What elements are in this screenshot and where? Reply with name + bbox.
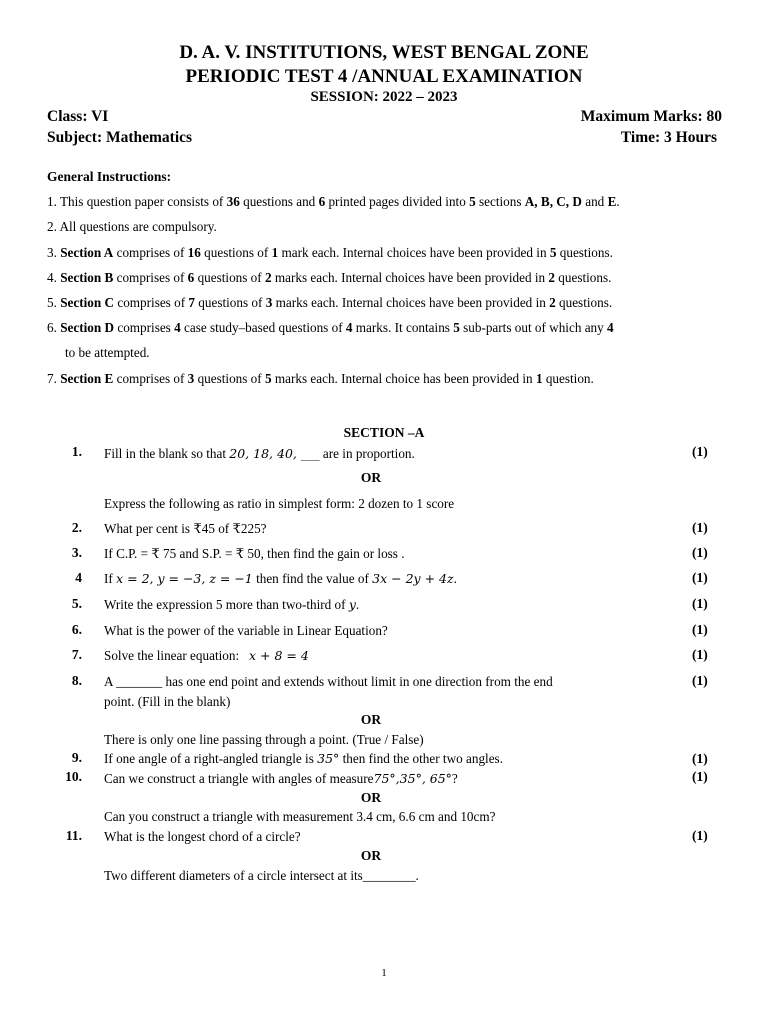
question-11-alternate: Two different diameters of a circle intersect at its________.	[104, 868, 419, 883]
or-label: OR	[360, 790, 382, 805]
question-number: 5.	[71, 596, 82, 611]
instructions-title: General Instructions:	[47, 169, 172, 184]
or-label: OR	[360, 848, 382, 863]
question-marks: (1)	[692, 596, 708, 611]
question-marks: (1)	[692, 673, 708, 688]
or-label: OR	[360, 712, 382, 727]
exam-title: PERIODIC TEST 4 /ANNUAL EXAMINATION	[185, 66, 583, 87]
school-title: D. A. V. INSTITUTIONS, WEST BENGAL ZONE	[179, 42, 589, 63]
question-marks: (1)	[692, 647, 708, 662]
question-marks: (1)	[692, 769, 708, 784]
instruction-3: 3. Section A comprises of 16 questions of 1 mark each. Internal choices have been provided in 5 questions.	[47, 245, 613, 260]
question-marks: (1)	[692, 545, 708, 560]
question-marks: (1)	[692, 828, 708, 843]
instruction-1: 1. This question paper consists of 36 questions and 6 printed pages divided into 5 sections A, B, C, D and E.	[47, 194, 620, 209]
question-4-text: If x = 2, y = −3, z = −1 then find the value of 3x − 2y + 4z.	[104, 571, 457, 586]
instruction-2: 2. All questions are compulsory.	[47, 219, 217, 234]
question-10-text: Can we construct a triangle with angles of measure75°,35°, 65°?	[104, 771, 458, 786]
question-marks: (1)	[692, 622, 708, 637]
class-label: Class: VI	[47, 108, 109, 125]
question-8-alternate: There is only one line passing through a point. (True / False)	[104, 732, 424, 747]
instruction-6: 6. Section D comprises 4 case study–based questions of 4 marks. It contains 5 sub-parts out of which any 4	[47, 320, 614, 335]
question-7-text: Solve the linear equation: x + 8 = 4	[104, 648, 309, 663]
question-2-text: What per cent is ₹45 of ₹225?	[104, 521, 267, 536]
question-number: 3.	[71, 545, 82, 560]
question-8-text-line2: point. (Fill in the blank)	[104, 694, 231, 709]
question-number: 10.	[65, 769, 82, 784]
subject-label: Subject: Mathematics	[47, 129, 193, 146]
session: SESSION: 2022 – 2023	[310, 89, 458, 105]
question-number: 6.	[71, 622, 82, 637]
question-number: 7.	[71, 647, 82, 662]
question-11-text: What is the longest chord of a circle?	[104, 829, 301, 844]
question-marks: (1)	[692, 570, 708, 585]
question-number: 4	[75, 570, 82, 585]
question-marks: (1)	[692, 520, 708, 535]
time-label: Time: 3 Hours	[620, 129, 717, 146]
question-number: 9.	[71, 750, 82, 765]
question-1-text: Fill in the blank so that 20, 18, 40, ___ are in proportion.	[104, 446, 415, 461]
instruction-6-continued: to be attempted.	[65, 345, 150, 360]
question-1-alternate: Express the following as ratio in simplest form: 2 dozen to 1 score	[104, 496, 455, 511]
question-10-alternate: Can you construct a triangle with measurement 3.4 cm, 6.6 cm and 10cm?	[104, 809, 496, 824]
instruction-4: 4. Section B comprises of 6 questions of 2 marks each. Internal choices have been provided in 2 questions.	[47, 270, 612, 285]
question-number: 11.	[65, 828, 82, 843]
instruction-7: 7. Section E comprises of 3 questions of 5 marks each. Internal choice has been provided in 1 question.	[47, 371, 594, 386]
or-label: OR	[360, 470, 382, 485]
question-number: 8.	[71, 673, 82, 688]
question-9-text: If one angle of a right-angled triangle is 35° then find the other two angles.	[104, 751, 503, 766]
question-5-text: Write the expression 5 more than two-third of y.	[104, 597, 360, 612]
instruction-5: 5. Section C comprises of 7 questions of 3 marks each. Internal choices have been provided in 2 questions.	[47, 295, 613, 310]
section-a-title: SECTION –A	[343, 425, 425, 440]
question-number: 1.	[71, 444, 82, 459]
page-number: 1	[381, 967, 387, 979]
question-6-text: What is the power of the variable in Linear Equation?	[104, 623, 388, 638]
question-marks: (1)	[692, 444, 708, 459]
max-marks-label: Maximum Marks: 80	[580, 108, 722, 125]
question-8-text-line1: A _______ has one end point and extends without limit in one direction from the end	[104, 674, 553, 689]
question-marks: (1)	[692, 751, 708, 766]
question-number: 2.	[71, 520, 82, 535]
question-3-text: If C.P. = ₹ 75 and S.P. = ₹ 50, then find the gain or loss .	[104, 546, 405, 561]
